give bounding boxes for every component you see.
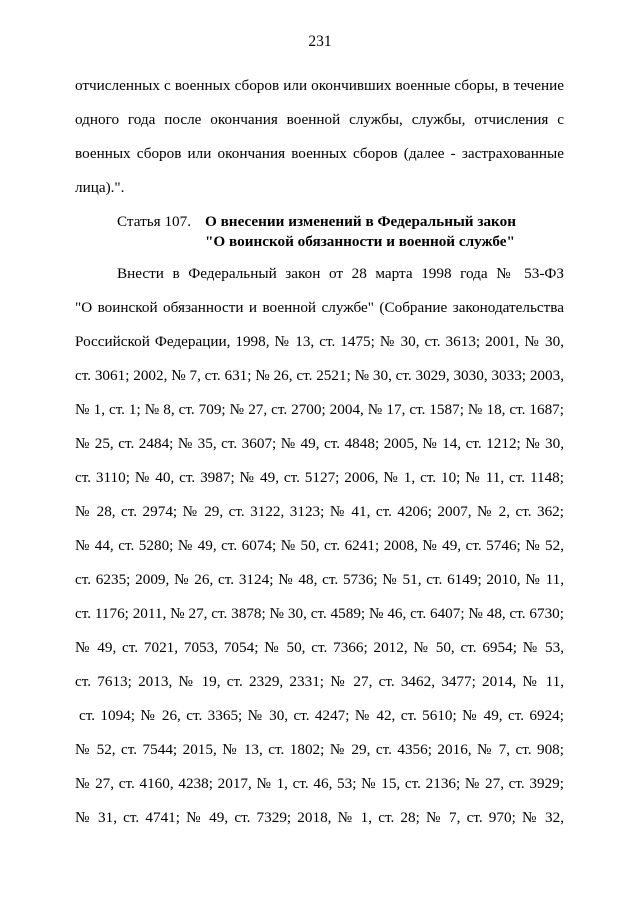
paragraph-line: Внести в Федеральный закон от 28 марта 1998 года № 53-ФЗ	[117, 265, 564, 282]
paragraph-line: № 31, ст. 4741; № 49, ст. 7329; 2018, № 1, ст. 28; № 7, ст. 970; № 32,	[75, 809, 564, 826]
paragraph-line: ст. 1094; № 26, ст. 3365; № 30, ст. 4247; № 42, ст. 5610; № 49, ст. 6924;	[79, 707, 564, 724]
paragraph-line: одного года после окончания военной службы, службы, отчисления с	[75, 111, 564, 128]
article-title-line: О внесении изменений в Федеральный закон	[205, 213, 516, 230]
paragraph-line: военных сборов или окончания военных сборов (далее - застрахованные	[75, 145, 564, 162]
paragraph-line: ст. 3061; 2002, № 7, ст. 631; № 26, ст. 2521; № 30, ст. 3029, 3030, 3033; 2003,	[75, 367, 564, 384]
paragraph-line: № 28, ст. 2974; № 29, ст. 3122, 3123; № 41, ст. 4206; 2007, № 2, ст. 362;	[75, 503, 564, 520]
page-number: 231	[308, 33, 332, 50]
paragraph-line: ст. 1176; 2011, № 27, ст. 3878; № 30, ст. 4589; № 46, ст. 6407; № 48, ст. 6730;	[75, 605, 564, 622]
paragraph-line: № 52, ст. 7544; 2015, № 13, ст. 1802; № 29, ст. 4356; 2016, № 7, ст. 908;	[75, 741, 564, 758]
paragraph-line: ст. 7613; 2013, № 19, ст. 2329, 2331; № 27, ст. 3462, 3477; 2014, № 11,	[75, 673, 564, 690]
paragraph-line: № 27, ст. 4160, 4238; 2017, № 1, ст. 46, 53; № 15, ст. 2136; № 27, ст. 3929;	[75, 775, 564, 792]
paragraph-line: Российской Федерации, 1998, № 13, ст. 1475; № 30, ст. 3613; 2001, № 30,	[75, 333, 564, 350]
paragraph-line: № 1, ст. 1; № 8, ст. 709; № 27, ст. 2700; 2004, № 17, ст. 1587; № 18, ст. 1687;	[75, 401, 564, 418]
paragraph-line: отчисленных с военных сборов или окончивших военные сборы, в течение	[75, 77, 564, 94]
paragraph-line: ст. 6235; 2009, № 26, ст. 3124; № 48, ст. 5736; № 51, ст. 6149; 2010, № 11,	[75, 571, 564, 588]
article-title-line: "О воинской обязанности и военной службе"	[205, 233, 515, 250]
paragraph-line: ст. 3110; № 40, ст. 3987; № 49, ст. 5127; 2006, № 1, ст. 10; № 11, ст. 1148;	[75, 469, 564, 486]
article-label: Статья 107.	[117, 213, 192, 230]
paragraph-line: № 49, ст. 7021, 7053, 7054; № 50, ст. 7366; 2012, № 50, ст. 6954; № 53,	[75, 639, 564, 656]
paragraph-line: № 25, ст. 2484; № 35, ст. 3607; № 49, ст. 4848; 2005, № 14, ст. 1212; № 30,	[75, 435, 564, 452]
paragraph-line: лица).".	[75, 179, 125, 196]
paragraph-line: № 44, ст. 5280; № 49, ст. 6074; № 50, ст. 6241; 2008, № 49, ст. 5746; № 52,	[75, 537, 564, 554]
paragraph-line: "О воинской обязанности и военной службе" (Собрание законодательства	[75, 299, 564, 316]
